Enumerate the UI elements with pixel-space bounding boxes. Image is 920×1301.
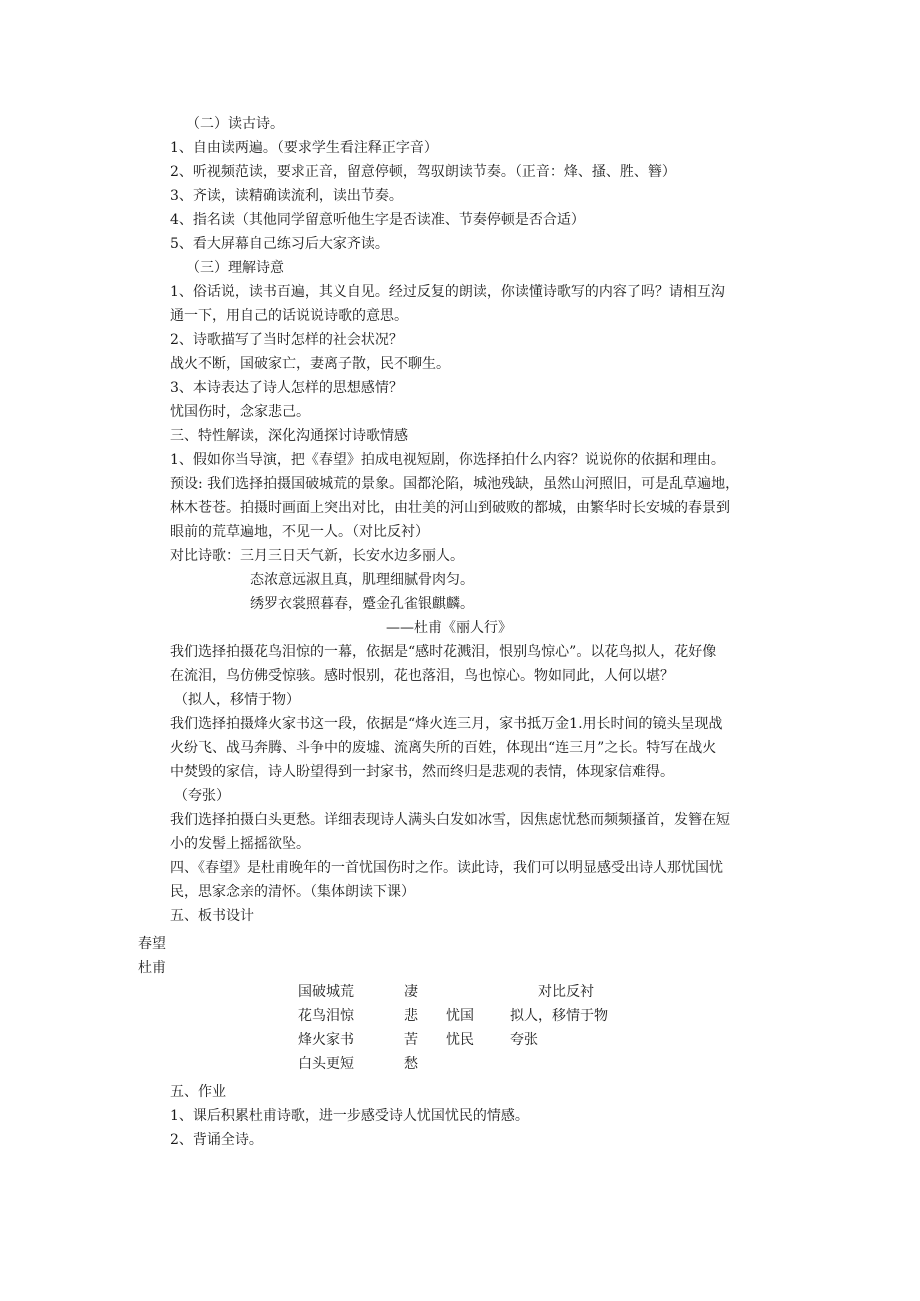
board-cell: 夸张	[510, 1032, 538, 1048]
list-item: 2、听视频范读，要求正音，留意停顿，驾驭朗读节奏。（正音：烽、搔、胜、簪）	[170, 164, 676, 180]
paragraph-line: 我们选择拍摄花鸟泪惊的一幕，依据是“感时花溅泪，恨别鸟惊心”。以花鸟拟人，花好像	[170, 644, 717, 660]
board-cell: 拟人，移情于物	[510, 1008, 608, 1024]
poem-line: 态浓意远淑且真，肌理细腻骨肉匀。	[250, 572, 474, 588]
question: 1、假如你当导演，把《春望》拍成电视短剧，你选择拍什么内容？说说你的依据和理由。	[170, 452, 725, 468]
list-item: 3、齐读，读精确读流利，读出节奏。	[170, 188, 403, 204]
part-heading-interpretation: 三、特性解读，深化沟通探讨诗歌情感	[170, 428, 408, 444]
paragraph-line: 中焚毁的家信，诗人盼望得到一封家书，然而终归是悲观的表情，体现家信难得。	[170, 764, 674, 780]
answer: 战火不断，国破家亡，妻离子散，民不聊生。	[170, 356, 450, 372]
answer: 忧国伤时，念家悲己。	[170, 404, 310, 420]
list-item: 5、看大屏幕自己练习后大家齐读。	[170, 236, 389, 252]
board-author: 杜甫	[138, 960, 166, 976]
compare-poem-label: 对比诗歌：三月三日天气新，长安水边多丽人。	[170, 548, 464, 564]
paragraph-line: 小的发髻上摇摇欲坠。	[170, 836, 310, 852]
board-cell: 凄	[404, 984, 418, 1000]
list-item: 1、课后积累杜甫诗歌，进一步感受诗人忧国忧民的情感。	[170, 1108, 529, 1124]
paragraph-line: 我们选择拍摄烽火家书这一段，依据是“烽火连三月，家书抵万金1.用长时间的镜头呈现战	[170, 716, 723, 732]
board-cell: 花鸟泪惊	[298, 1008, 354, 1024]
question: 2、诗歌描写了当时怎样的社会状况？	[170, 332, 403, 348]
board-cell: 苦	[404, 1032, 418, 1048]
board-cell: 对比反衬	[538, 984, 594, 1000]
board-cell: 愁	[404, 1056, 418, 1072]
board-cell: 国破城荒	[298, 984, 354, 1000]
board-cell: 忧民	[446, 1032, 474, 1048]
paragraph-line: 火纷飞、战马奔腾、斗争中的废墟、流离失所的百姓，体现出“连三月”之长。特写在战火	[170, 740, 717, 756]
paragraph-line: 民，思家念亲的清怀。（集体朗读下课）	[170, 884, 415, 900]
paragraph-line: 眼前的荒草遍地，不见一人。（对比反衬）	[170, 524, 429, 540]
board-cell: 悲	[404, 1008, 418, 1024]
paragraph-line: 四、《春望》是杜甫晚年的一首忧国伤时之作。读此诗，我们可以明显感受出诗人那忧国忧	[170, 860, 723, 876]
board-cell: 烽火家书	[298, 1032, 354, 1048]
section-heading-reading: （二）读古诗。	[186, 116, 284, 132]
list-item: 2、背诵全诗。	[170, 1132, 263, 1148]
technique-note: （拟人，移情于物）	[174, 692, 300, 708]
paragraph-line: 林木苍苍。拍摄时画面上突出对比，由壮美的河山到破败的都城，由繁华时长安城的春景到	[170, 500, 730, 516]
technique-note: （夸张）	[174, 788, 230, 804]
paragraph-line: 预设: 我们选择拍摄国破城荒的景象。国都沦陷，城池残缺，虽然山河照旧，可是乱草遍地，	[170, 476, 740, 492]
paragraph-line: 我们选择拍摄白头更愁。详细表现诗人满头白发如冰雪，因焦虑忧愁而频频搔首，发簪在短	[170, 812, 730, 828]
question: 3、本诗表达了诗人怎样的思想感情？	[170, 380, 403, 396]
paragraph-line: 通一下，用自己的话说说诗歌的意思。	[170, 308, 408, 324]
board-title: 春望	[138, 936, 166, 952]
part-heading-board-design: 五、板书设计	[170, 908, 254, 924]
section-heading-understanding: （三）理解诗意	[186, 260, 284, 276]
paragraph-line: 在流泪，鸟仿佛受惊骇。感时恨别，花也落泪，鸟也惊心。物如同此，人何以堪？	[170, 668, 674, 684]
paragraph-line: 1、俗话说，读书百遍，其义自见。经过反复的朗读，你读懂诗歌写的内容了吗？请相互沟	[170, 284, 725, 300]
poem-source: ——杜甫《丽人行》	[386, 620, 512, 636]
list-item: 1、自由读两遍。（要求学生看注释正字音）	[170, 140, 438, 156]
list-item: 4、指名读（其他同学留意听他生字是否读准、节奏停顿是否合适）	[170, 212, 585, 228]
board-cell: 白头更短	[298, 1056, 354, 1072]
board-cell: 忧国	[446, 1008, 474, 1024]
poem-line: 绣罗衣裳照暮春，蹙金孔雀银麒麟。	[250, 596, 474, 612]
part-heading-homework: 五、作业	[170, 1084, 226, 1100]
